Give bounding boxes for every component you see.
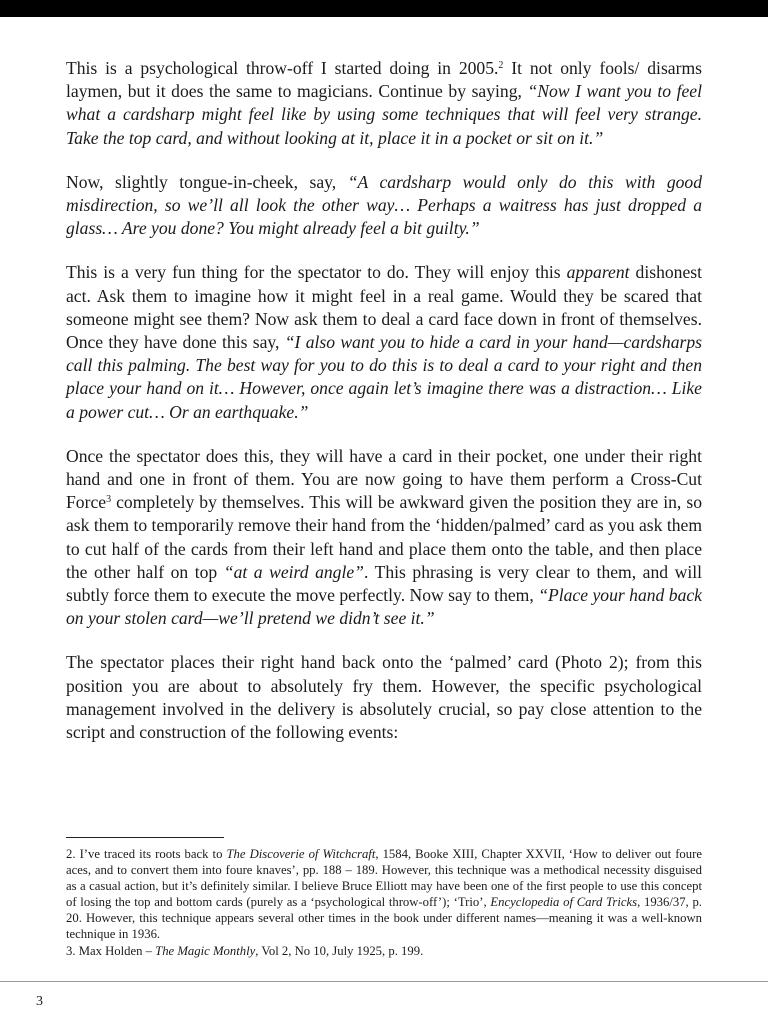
footnote-marker: 2 [498, 60, 504, 71]
paragraph [66, 445, 702, 631]
text-run: This is a psychological throw-off I started doing in 2005. [66, 58, 499, 78]
italic-text: “A cardsharp would only do this with good misdirection, so we’ll all look the other way… Perhaps a waitress has just dropped a glass… Are you done? You might already feel a bit guilty.” [66, 171, 703, 239]
footnote-marker: 3 [106, 494, 112, 506]
text-run: This is a very fun thing for the spectator to do. They will enjoy this [66, 262, 567, 283]
text-run: dishonest act. Ask them to imagine how it might feel in a real game. Would they be scared that someone might see them? Now ask them to deal a card face down in front of themselves. Once they have done this say, [66, 262, 702, 353]
text-run: 3. Max Holden – [66, 943, 156, 958]
footnote [66, 943, 702, 959]
text-run: The spectator places their right hand back onto the ‘palmed’ card (Photo 2); from this position you are about to absolutely fry them. However, the specific psychological management involved in the delivery is absolutely crucial, so pay close attention to the script and construction of the following events: [66, 652, 702, 743]
paragraph [66, 171, 702, 241]
italic-text: “I also want you to hide a card in your hand—cardsharps call this palming. The best way for you to do this is to deal a card to your right and then place your hand on it… However, once again let’s imagine there was a distraction… Like a power cut… Or an earthquake.” [66, 332, 702, 422]
italic-text: “Now I want you to feel what a cardsharp might feel like by using some techniques that will feel very strange. Take the top card, and without looking at it, place it in a pocket or sit on it.” [66, 81, 702, 148]
top-black-bar [0, 0, 768, 17]
text-run: , 1936/37, p. 20. However, this technique appears several other times in the book under different names—meaning it was a well-known technique in 1936. [66, 895, 702, 942]
italic-text: “Place your hand back on your stolen card—we’ll pretend we didn’t see it.” [66, 585, 702, 629]
text-run: Once the spectator does this, they will have a card in their pocket, one under their right hand and one in front of them. You are now going to have them perform a Cross-Cut Force [66, 445, 702, 513]
page-bottom-divider [0, 981, 768, 982]
text-run: It not only fools/ disarms laymen, but it does the same to magicians. Continue by saying, [66, 58, 702, 102]
italic-text: apparent [566, 262, 630, 283]
footnote-divider [66, 837, 224, 838]
paragraph [66, 651, 702, 744]
footnote [66, 846, 702, 943]
text-run: completely by themselves. This will be awkward given the position they are in, so ask them to temporarily remove their hand from the ‘hidden/palmed’ card as you ask them to cut half of the cards from their left hand and place them onto the table, and then place the other half on top [66, 492, 702, 582]
page-number: 3 [36, 994, 43, 1009]
italic-text: “at a weird angle” [223, 561, 364, 582]
text-run: 2. I’ve traced its roots back to [66, 847, 227, 861]
text-run: . This phrasing is very clear to them, and will subtly force them to execute the move perfectly. Now say to them, [66, 561, 702, 606]
text-run: , 1584, Booke XIII, Chapter XXVII, ‘How to deliver out foure aces, and to convert them into foure knaves’, pp. 188 – 189. However, this technique was a methodical necessity disguised as a casual action, but it’s definitely similar. I believe Bruce Elliott may have been one of the first people to use this concept of losing the top and bottom cards (purely as a ‘psychological throw-off’); ‘Trio’, [66, 847, 702, 910]
italic-text: The Discoverie of Witchcraft [226, 847, 376, 861]
paragraph [66, 261, 702, 423]
italic-text: Encyclopedia of Card Tricks [490, 895, 638, 910]
italic-text: The Magic Monthly [155, 943, 256, 958]
text-run: Now, slightly tongue-in-cheek, say, [66, 171, 348, 192]
footnotes [66, 846, 702, 959]
paragraph [66, 57, 702, 150]
body-text [66, 57, 702, 765]
text-run: , Vol 2, No 10, July 1925, p. 199. [255, 943, 424, 958]
